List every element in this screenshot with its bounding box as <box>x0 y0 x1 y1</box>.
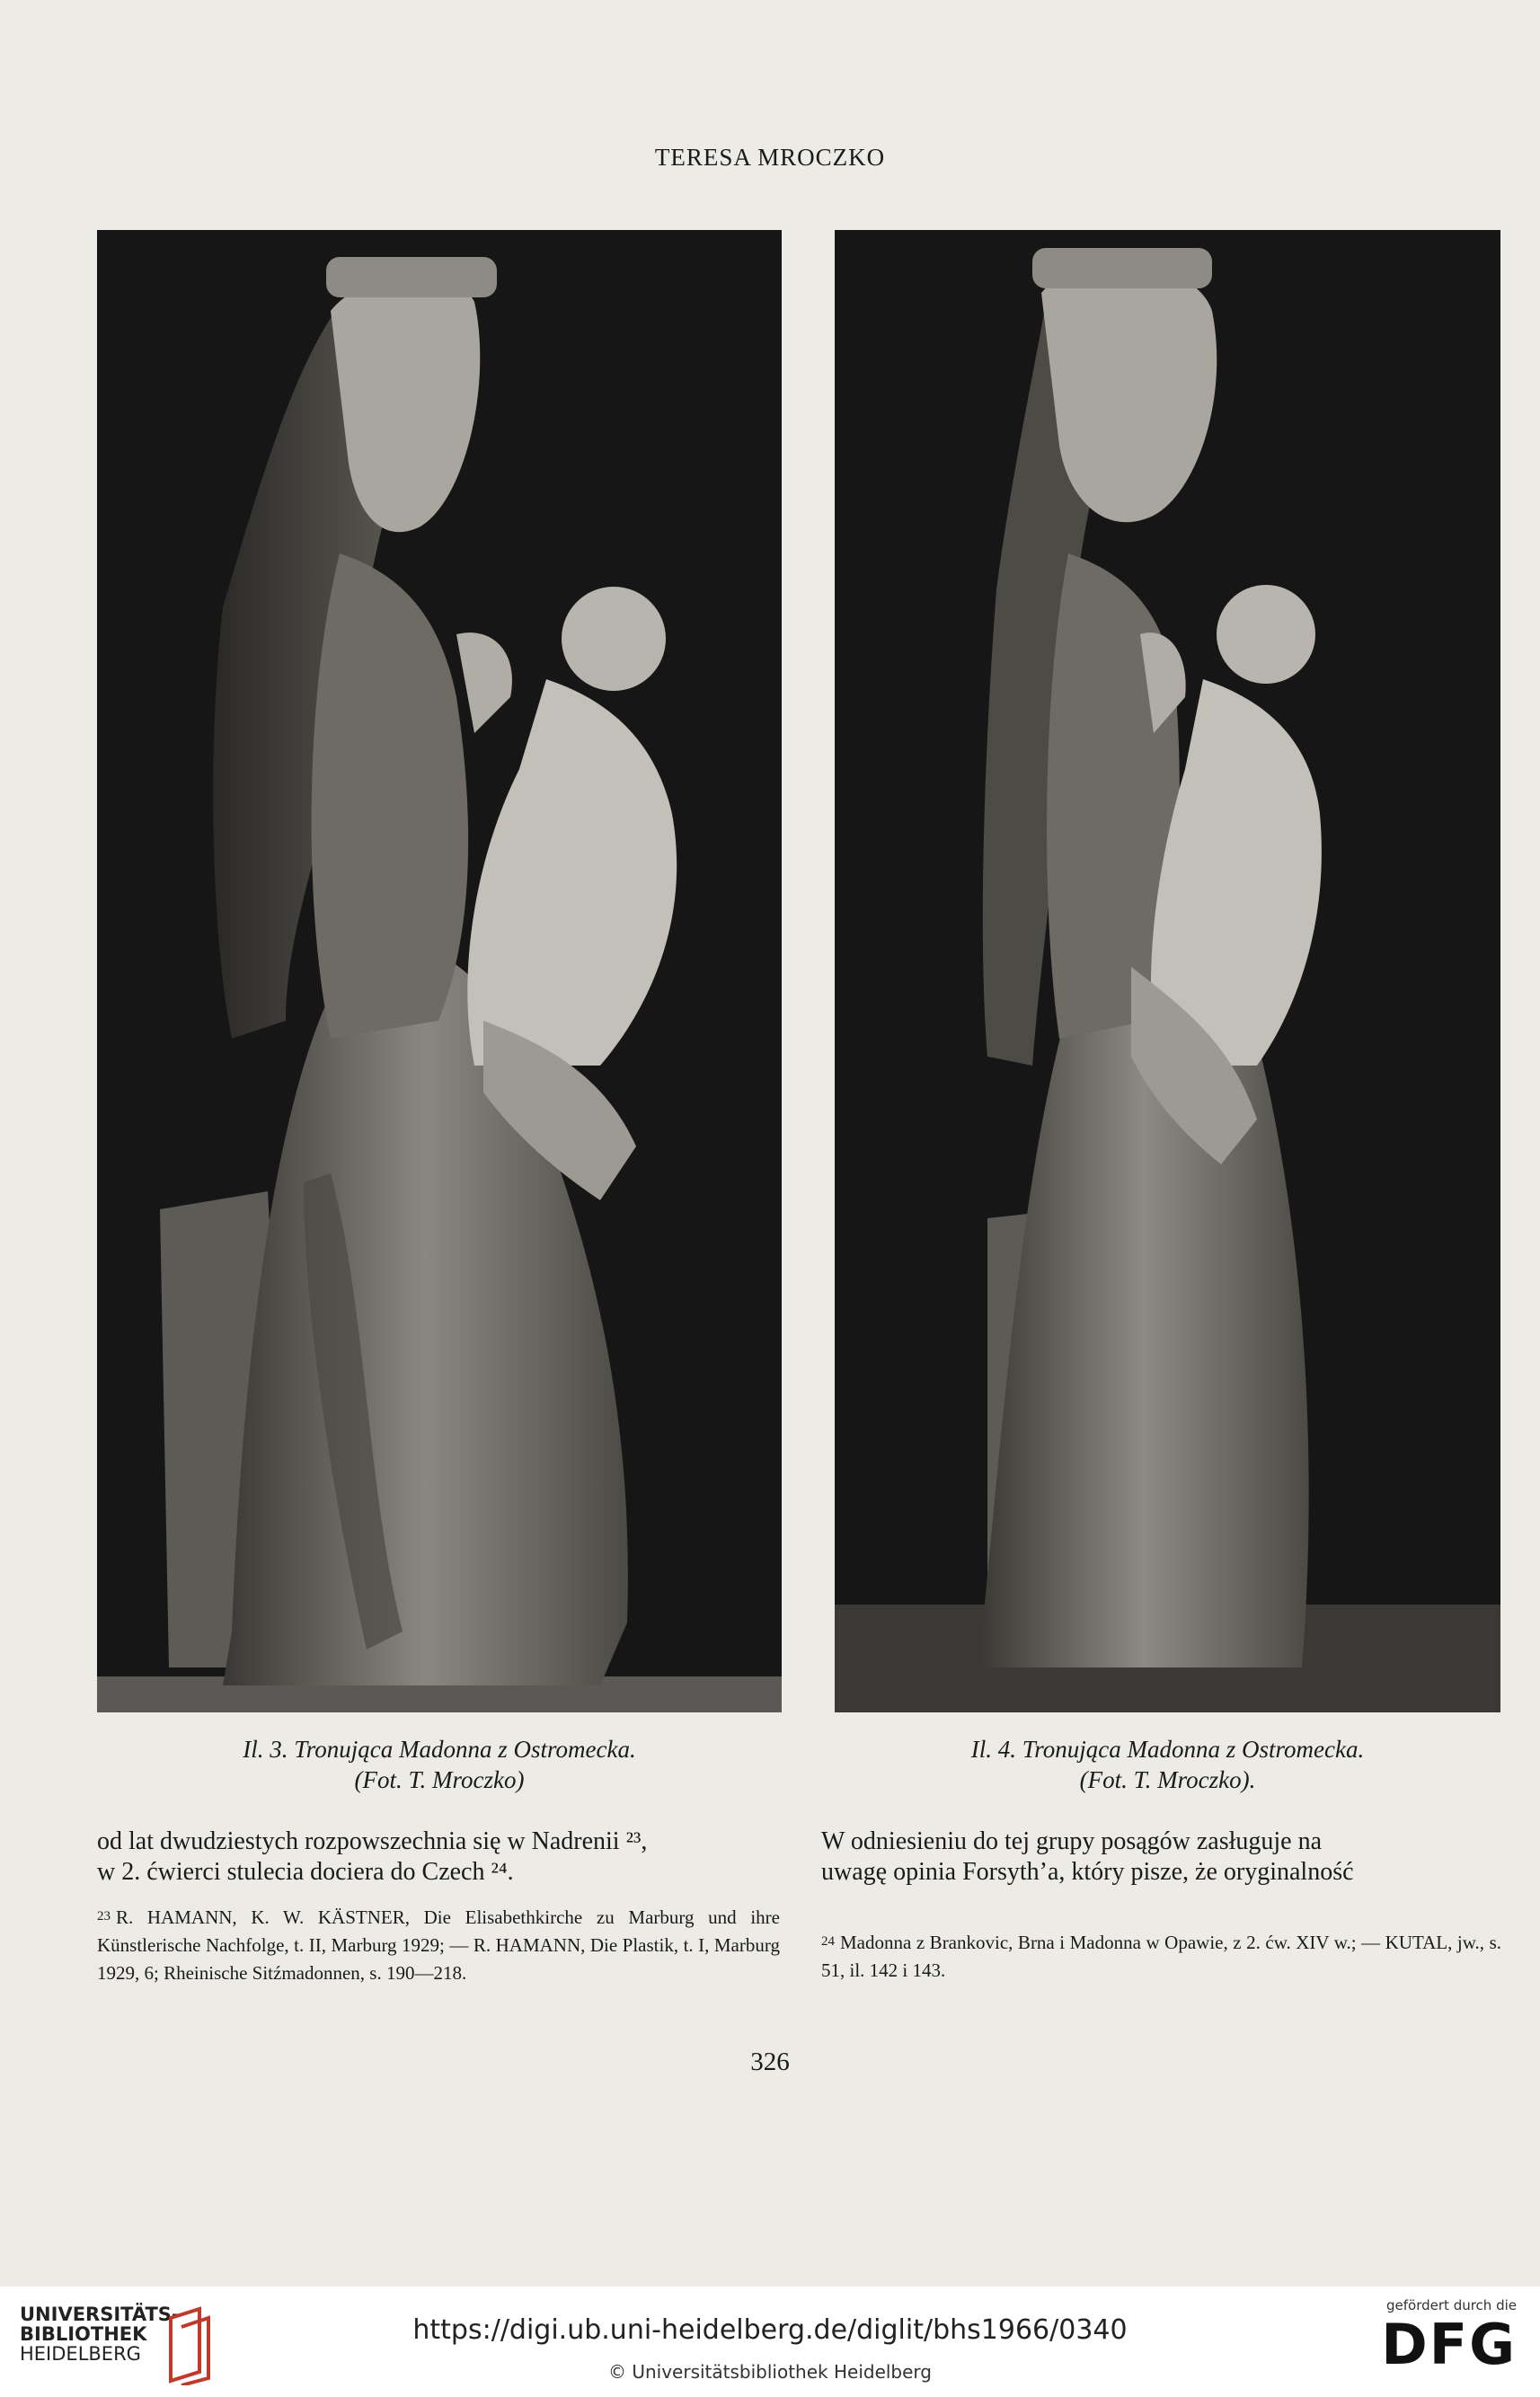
footnote-number: 23 <box>97 1909 111 1924</box>
body-line: od lat dwudziestych rozpowszechnia się w Nadrenii ²³, <box>97 1827 648 1855</box>
figure-3-caption <box>97 1734 782 1795</box>
figure-4-photo <box>835 230 1500 1712</box>
dfg-logo-text: DFG <box>1381 2312 1517 2377</box>
body-text-right-column <box>821 1826 1501 1888</box>
page-number: 326 <box>750 2048 790 2076</box>
madonna-statue-image <box>97 230 782 1712</box>
permalink-url[interactable]: https://digi.ub.uni-heidelberg.de/diglit/bhs1966/0340 <box>412 2314 1128 2346</box>
figure-4-caption <box>835 1734 1500 1795</box>
figure-3-photo <box>97 230 782 1712</box>
running-head: TERESA MROCZKO <box>654 144 886 171</box>
footnote-text: Madonna z Brankovic, Brna i Madonna w Opawie, z 2. ćw. XIV w.; — KUTAL, jw., s. 51, il. 142 i 143. <box>821 1932 1501 1981</box>
madonna-statue-image <box>835 230 1500 1712</box>
caption-credit: (Fot. T. Mroczko) <box>354 1766 525 1793</box>
dfg-funded-by-text: gefördert durch die <box>1386 2297 1517 2313</box>
body-text-left-column <box>97 1826 782 1888</box>
footnote-text: R. HAMANN, K. W. KÄSTNER, Die Elisabethkirche zu Marburg und ihre Künstlerische Nachfolge, t. II, Marburg 1929; — R. HAMANN, Die Plastik, t. I, Marburg 1929, 6; Rheinische Sitźmadonnen, s. 190—218. <box>97 1906 780 1984</box>
library-name: UNIVERSITÄTS- BIBLIOTHEK HEIDELBERG <box>20 2304 180 2365</box>
caption-title: Il. 4. Tronująca Madonna z Ostromecka. <box>970 1736 1365 1763</box>
copyright-notice: © Universitätsbibliothek Heidelberg <box>607 2361 932 2383</box>
caption-credit: (Fot. T. Mroczko). <box>1079 1766 1256 1793</box>
caption-title: Il. 3. Tronująca Madonna z Ostromecka. <box>243 1736 636 1763</box>
body-line: uwagę opinia Forsyth’a, który pisze, że oryginalność <box>821 1858 1354 1886</box>
footnote-24 <box>821 1928 1501 1985</box>
footnote-23 <box>97 1903 780 1987</box>
footnote-number: 24 <box>821 1934 835 1949</box>
dfg-funding-logo[interactable] <box>1364 2297 1517 2376</box>
body-line: w 2. ćwierci stulecia dociera do Czech ²⁴. <box>97 1858 514 1886</box>
body-line: W odniesieniu do tej grupy posągów zasługuje na <box>821 1827 1323 1855</box>
